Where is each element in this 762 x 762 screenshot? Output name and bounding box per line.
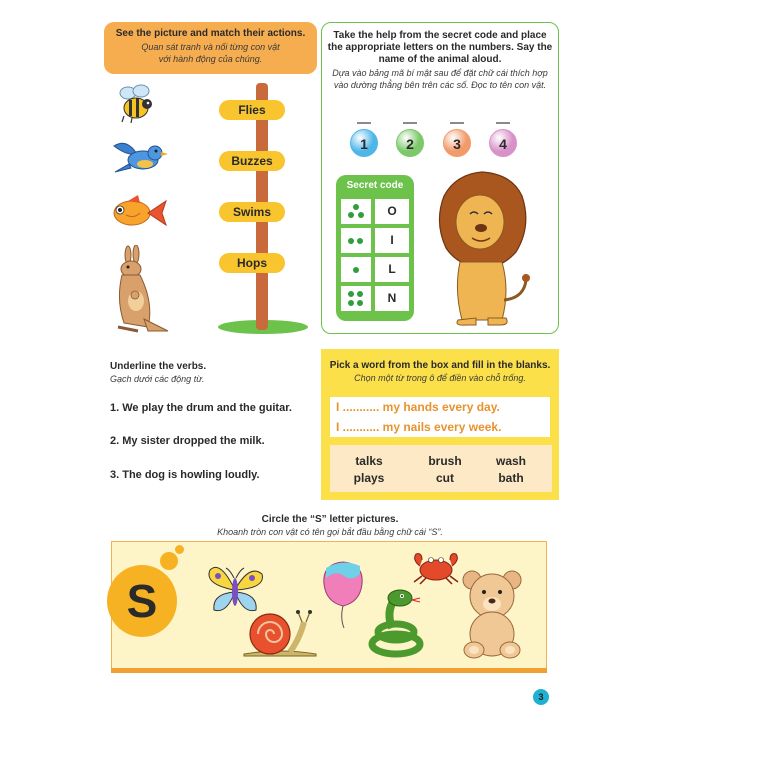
sign-hops[interactable]: Hops: [219, 253, 285, 273]
decor-bubble-large: [160, 552, 178, 570]
code-dots-4: [341, 286, 371, 311]
fish-icon[interactable]: [108, 193, 170, 233]
page-number-badge: 3: [533, 689, 549, 705]
blank-sentence-2[interactable]: I ........... my nails every week.: [330, 417, 550, 437]
blanks-instruction-vi: Chọn một từ trong ô để điền vào chỗ trống.: [354, 373, 526, 383]
balloon-icon[interactable]: [320, 560, 366, 630]
code-instruction-vi: Dựa vào bảng mã bí mật sau để đặt chữ cái thích hợp vào dường thẳng bên trên các số. Đọc to tên con vật.: [332, 68, 548, 90]
verbs-instruction: Underline the verbs.: [110, 361, 207, 372]
number-ball-3: 3: [443, 129, 471, 157]
sign-buzzes[interactable]: Buzzes: [219, 151, 285, 171]
verb-sentence-3[interactable]: 3. The dog is howling loudly.: [110, 469, 260, 481]
kangaroo-icon[interactable]: [108, 245, 170, 335]
answer-blank-1[interactable]: [357, 122, 371, 124]
match-instruction-banner: [104, 22, 317, 74]
number-ball-4: 4: [489, 129, 517, 157]
lion-icon: [432, 170, 532, 326]
big-letter-s: S: [107, 565, 177, 637]
bee-icon[interactable]: [114, 82, 158, 126]
snake-icon[interactable]: [368, 588, 424, 658]
code-letter-4: N: [375, 286, 409, 311]
code-letter-1: O: [375, 199, 409, 224]
word-talks[interactable]: talks: [355, 454, 383, 468]
word-plays[interactable]: plays: [353, 471, 385, 485]
sign-flies[interactable]: Flies: [219, 100, 285, 120]
circle-instruction-vi: Khoanh tròn con vật có tên gọi bắt đầu bằng chữ cái “S”.: [217, 527, 443, 537]
answer-blank-3[interactable]: [450, 122, 464, 124]
blank-sentence-1[interactable]: I ........... my hands every day.: [330, 397, 550, 417]
circle-instruction: Circle the “S” letter pictures.: [261, 514, 399, 525]
code-dots-3: [341, 257, 371, 282]
code-dots-1: [341, 199, 371, 224]
blanks-instruction: Pick a word from the box and fill in the blanks.: [329, 360, 551, 371]
verb-sentence-1[interactable]: 1. We play the drum and the guitar.: [110, 402, 292, 414]
code-letter-2: I: [375, 228, 409, 253]
word-bath[interactable]: bath: [498, 471, 524, 485]
word-cut[interactable]: cut: [436, 471, 454, 485]
snail-icon[interactable]: [240, 608, 320, 658]
crab-icon[interactable]: [410, 550, 462, 586]
match-instruction-vi: Quan sát tranh và nối từng con vật với hành động của chúng.: [141, 42, 280, 64]
verbs-instruction-vi: Gạch dưới các động từ.: [110, 374, 205, 384]
bird-icon[interactable]: [109, 136, 169, 180]
decor-bubble-small: [175, 545, 184, 554]
number-ball-1: 1: [350, 129, 378, 157]
verb-sentence-2[interactable]: 2. My sister dropped the milk.: [110, 435, 265, 447]
sign-swims[interactable]: Swims: [219, 202, 285, 222]
word-brush[interactable]: brush: [428, 454, 462, 468]
code-instruction: Take the help from the secret code and place the appropriate letters on the numbers. Say the name of the animal aloud.: [327, 30, 553, 65]
teddy-bear-icon[interactable]: [458, 568, 526, 660]
answer-blank-4[interactable]: [496, 122, 510, 124]
word-wash[interactable]: wash: [495, 454, 526, 468]
match-instruction: See the picture and match their actions.: [115, 28, 306, 39]
code-dots-2: [341, 228, 371, 253]
answer-blank-2[interactable]: [403, 122, 417, 124]
code-letter-3: L: [375, 257, 409, 282]
panel-bottom-strip: [111, 668, 547, 673]
secret-code-title: Secret code: [346, 180, 404, 191]
number-ball-2: 2: [396, 129, 424, 157]
